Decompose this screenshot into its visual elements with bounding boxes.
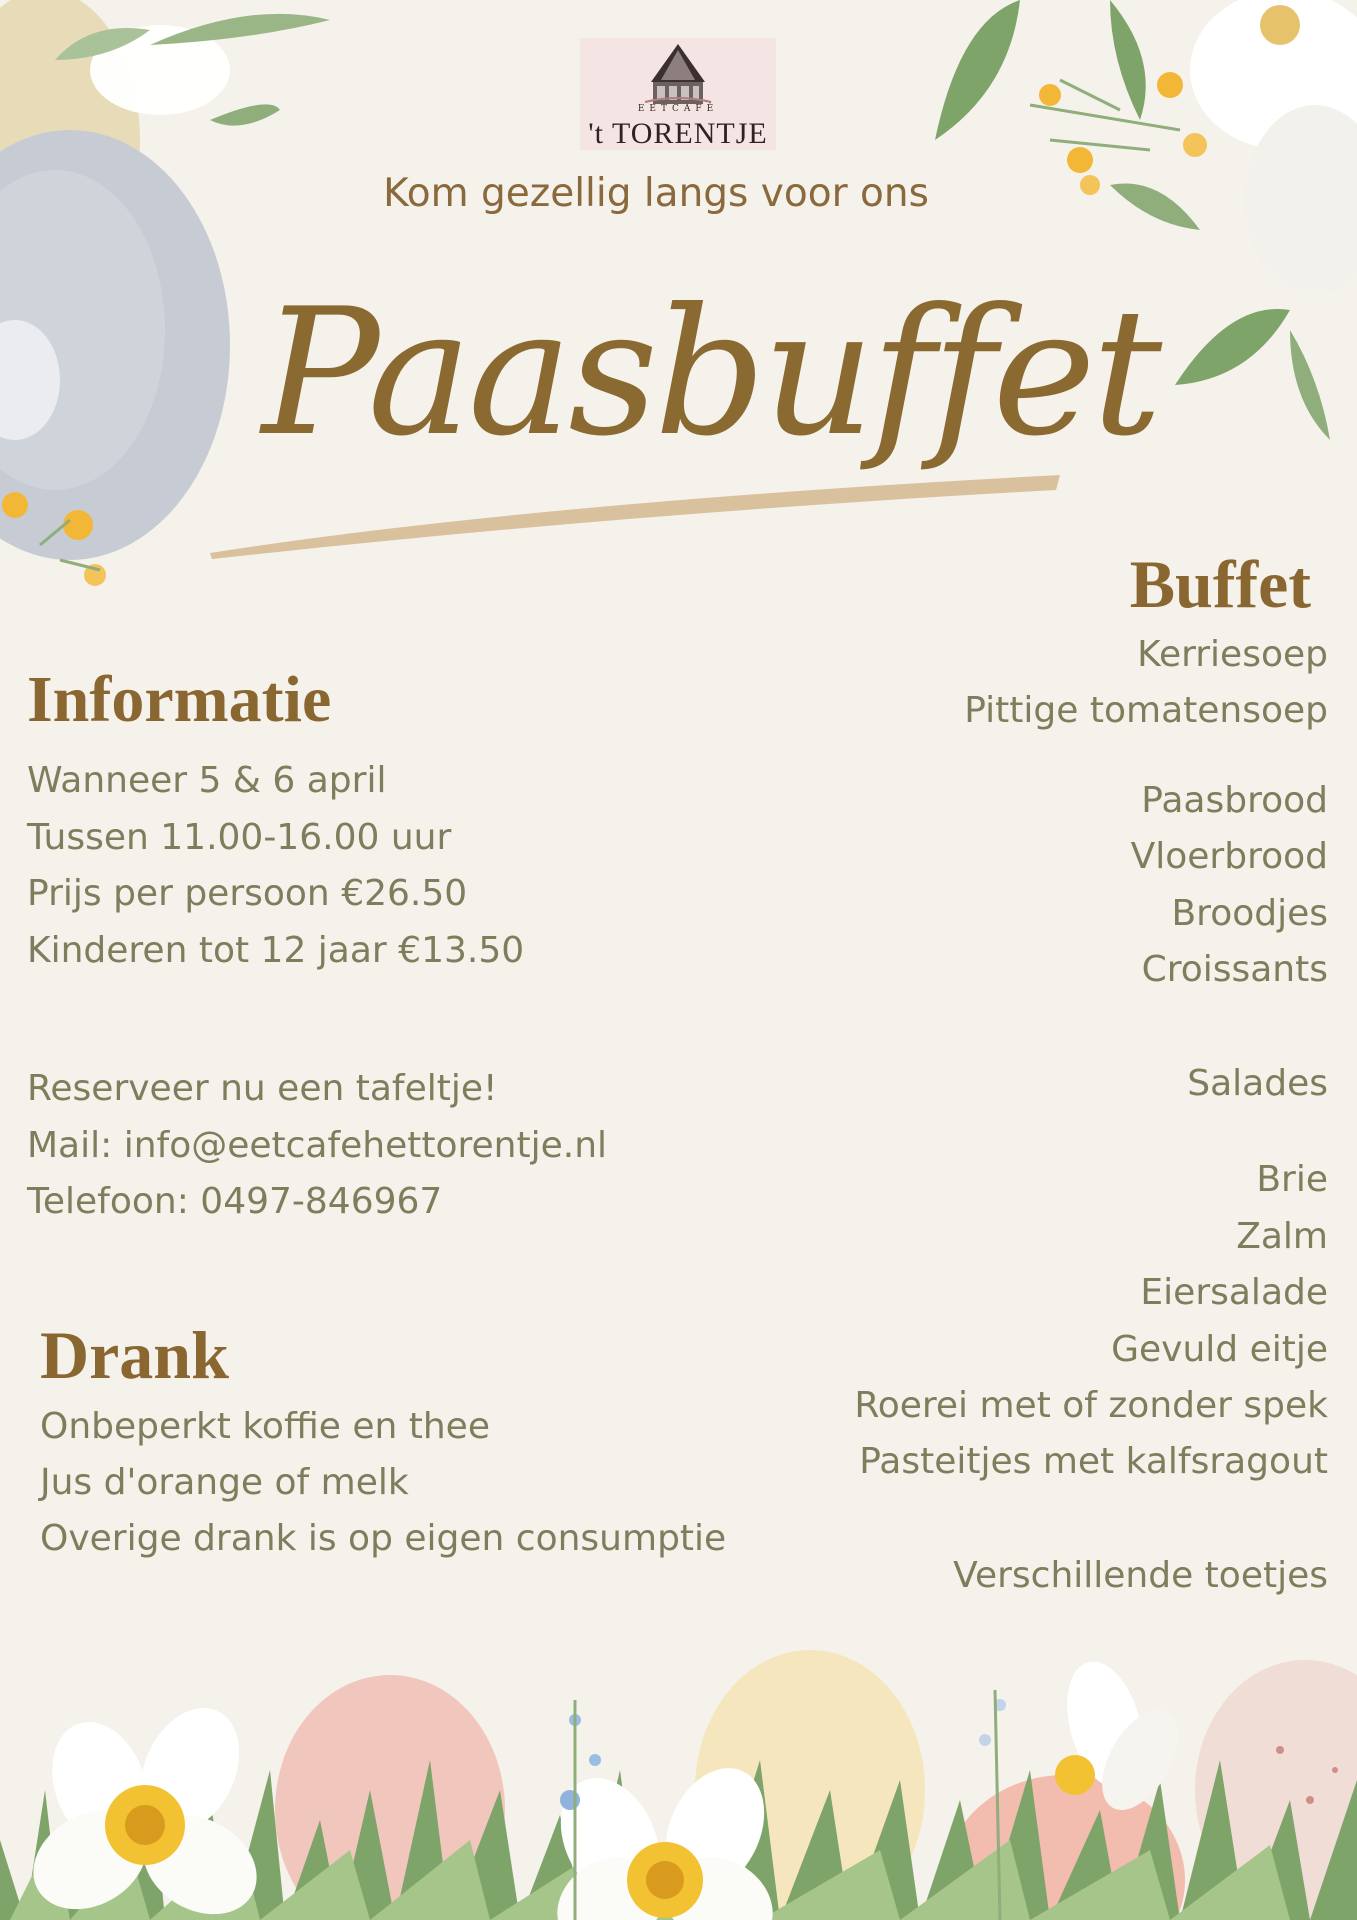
tagline: Kom gezellig langs voor ons xyxy=(383,171,929,216)
logo-subtitle: EETCAFÉ xyxy=(637,104,719,114)
drank-heading: Drank xyxy=(40,1317,229,1393)
yellow-tulip-icon xyxy=(63,510,93,540)
yellow-tulip-icon xyxy=(1067,147,1093,173)
buffet-item: Brie xyxy=(1256,1159,1328,1200)
leaf-icon xyxy=(1290,330,1330,440)
buffet-item: Zalm xyxy=(1236,1216,1328,1257)
buffet-item: Pittige tomatensoep xyxy=(964,690,1328,731)
buffet-item: Roerei met of zonder spek xyxy=(854,1385,1328,1426)
leaf-icon xyxy=(1175,309,1290,385)
svg-text:Paasbuffet: Paasbuffet xyxy=(261,272,1159,475)
drank-line: Overige drank is op eigen consumptie xyxy=(40,1518,727,1559)
tower-icon xyxy=(643,42,713,108)
yellow-tulip-icon xyxy=(1039,84,1061,106)
buffet-item: Broodjes xyxy=(1171,893,1328,934)
leaf-icon xyxy=(1110,183,1200,230)
info-line: Wanneer 5 & 6 april xyxy=(27,760,387,801)
logo-name: 't TORENTJE xyxy=(588,117,768,150)
buffet-item: Gevuld eitje xyxy=(1111,1329,1328,1370)
reserve-line: Reserveer nu een tafeltje! xyxy=(27,1068,498,1109)
yellow-tulip-icon xyxy=(2,492,28,518)
info-line: Kinderen tot 12 jaar €13.50 xyxy=(27,930,525,971)
buffet-item: Verschillende toetjes xyxy=(953,1555,1328,1596)
buffet-item: Eiersalade xyxy=(1140,1272,1328,1313)
leaf-icon xyxy=(935,0,1020,140)
buffet-item: Salades xyxy=(1187,1063,1328,1104)
buffet-item: Kerriesoep xyxy=(1137,634,1328,675)
logo xyxy=(580,38,776,150)
drank-line: Jus d'orange of melk xyxy=(40,1462,409,1503)
yellow-tulip-icon xyxy=(1080,175,1100,195)
yellow-tulip-icon xyxy=(1157,72,1183,98)
buffet-item: Croissants xyxy=(1141,949,1328,990)
buffet-item: Vloerbrood xyxy=(1130,836,1328,877)
page-title xyxy=(261,228,1159,558)
buffet-item: Paasbrood xyxy=(1141,780,1328,821)
buffet-heading: Buffet xyxy=(1129,546,1311,622)
phone-link[interactable]: Telefoon: 0497-846967 xyxy=(27,1181,443,1222)
informatie-heading: Informatie xyxy=(27,663,332,736)
info-line: Prijs per persoon €26.50 xyxy=(27,873,468,914)
email-link[interactable]: Mail: info@eetcafehettorentje.nl xyxy=(27,1125,608,1166)
info-line: Tussen 11.00-16.00 uur xyxy=(27,817,452,858)
yellow-tulip-icon xyxy=(1183,133,1207,157)
drank-line: Onbeperkt koffie en thee xyxy=(40,1406,490,1447)
buffet-item: Pasteitjes met kalfsragout xyxy=(859,1441,1328,1482)
leaf-icon xyxy=(1110,0,1146,120)
title-underline-stroke xyxy=(210,475,1060,559)
leaf-icon xyxy=(210,104,280,125)
